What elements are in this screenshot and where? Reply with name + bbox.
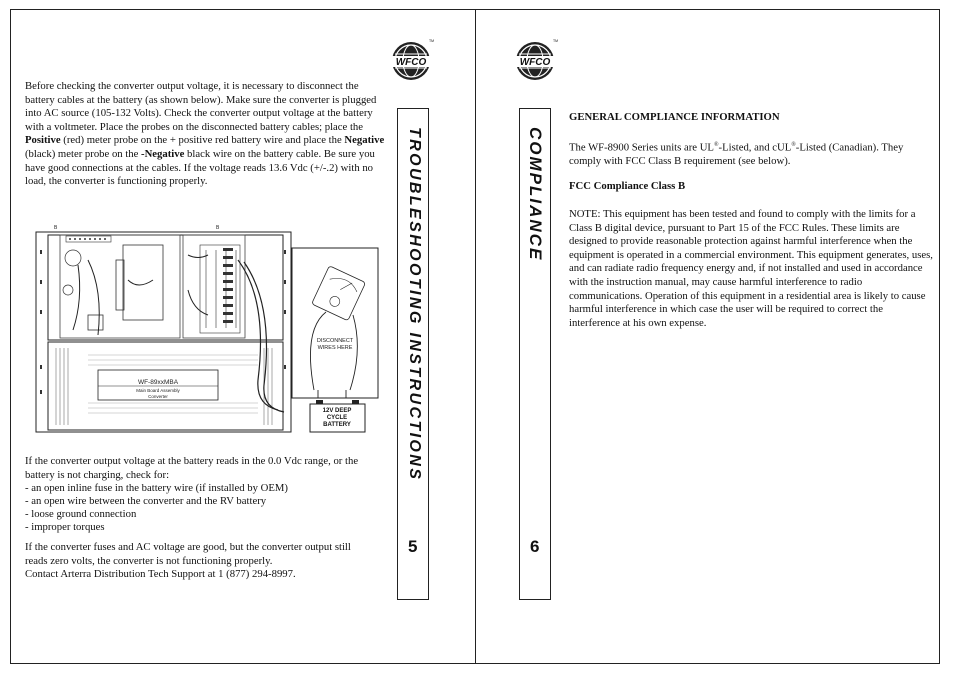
compliance-title: COMPLIANCE — [526, 127, 545, 262]
converter-sub-label-2: Converter — [148, 394, 168, 399]
diagram-top-label-2: B — [216, 225, 220, 231]
page-divider — [475, 9, 476, 664]
disconnect-label-2: WIRES HERE — [317, 345, 353, 351]
battery-label-3: BATTERY — [323, 422, 351, 428]
checklist-intro: If the converter output voltage at the battery reads in the 0.0 Vdc range, or the battery is not charging, check for: — [25, 455, 359, 481]
fcc-note-paragraph: NOTE: This equipment has been tested and found to comply with the limits for a Class B digital device, pursuant to Part 15 of the FCC Rules. These limits are designed to provide reasonable protection against harmful interference when the equipment is operated in a commercial environment. This equipment generates, uses, and can radiate radio frequency energy and, if not installed and used in accordance with the instruction manual, may cause harmful interference to radio communications. Operation of this equipment in a residential area is likely to cause harmful interference in which case the user will be required to correct the interference at his own expense. — [569, 208, 933, 329]
trademark-mark: TM — [429, 39, 435, 43]
right-title-box — [519, 108, 551, 600]
trademark-mark-right: TM — [553, 39, 559, 43]
disconnect-label: DISCONNECT — [316, 338, 354, 344]
left-title-box — [397, 108, 429, 600]
check-item-2: - an open wire between the converter and the RV battery — [25, 495, 267, 507]
logo-text-right: WFCO — [519, 57, 551, 68]
diagram-top-label: B — [54, 225, 58, 231]
tech-support-line: Contact Arterra Distribution Tech Support at 1 (877) 294-8997. — [25, 568, 296, 580]
check-item-4: - improper torques — [25, 521, 105, 533]
page-number-6: 6 — [530, 537, 540, 556]
closing-paragraph: If the converter fuses and AC voltage are good, but the converter output still reads zero volts, the converter is not functioning properly. — [25, 541, 351, 567]
intro-paragraph: Before checking the converter output voltage, it is necessary to disconnect the battery cables at the battery (as shown below). Make sure the converter is plugged into AC source (105-132 Volts). Check the converter output voltage at the battery with a voltmeter. Place the probes on the disconnected battery cables; place the Positive (red) meter probe on the + positive red battery wire and place the Negative (black) meter probe on the -Negative black wire on the battery cable. Be sure you have good connections at the cables. If the voltage reads 13.6 Vdc (+/-.2) with no load, the converter is functioning properly. — [25, 80, 385, 188]
battery-label-2: CYCLE — [326, 415, 348, 421]
battery-label-1: 12V DEEP — [322, 408, 352, 414]
page-number-5: 5 — [408, 537, 418, 556]
converter-chassis — [36, 232, 291, 432]
wfco-logo — [389, 38, 433, 82]
logo-text: WFCO — [395, 57, 427, 68]
converter-wiring-diagram — [28, 220, 378, 435]
troubleshooting-title: TROUBLESHOOTING INSTRUCTIONS — [406, 127, 423, 482]
wfco-logo-right — [513, 38, 557, 82]
converter-sub-label: Main Board Assembly — [136, 388, 180, 393]
check-item-1: - an open inline fuse in the battery wire (if installed by OEM) — [25, 482, 288, 494]
check-item-3: - loose ground connection — [25, 508, 137, 520]
fcc-heading: FCC Compliance Class B — [569, 180, 686, 192]
converter-model-label: WF-89xxMBA — [137, 379, 179, 386]
general-compliance-heading: GENERAL COMPLIANCE INFORMATION — [569, 111, 780, 123]
ul-listing-paragraph: The WF-8900 Series units are UL®-Listed, and cUL®-Listed (Canadian). They comply with FCC Class B requirement (see below). — [569, 141, 904, 168]
